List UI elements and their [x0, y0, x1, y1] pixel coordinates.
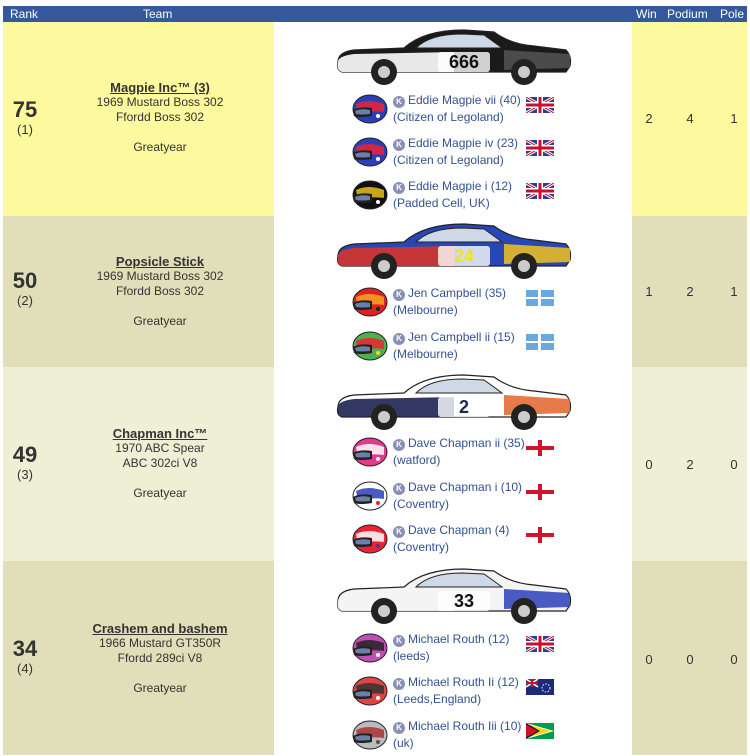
- driver-location: (Melbourne): [393, 303, 458, 317]
- driver-location: (Leeds,England): [393, 692, 482, 706]
- driver-name-link[interactable]: Dave Chapman i (10): [408, 480, 523, 494]
- helmet-icon: [350, 285, 388, 317]
- driver-location: (Melbourne): [393, 347, 458, 361]
- rank-points: 34: [12, 636, 38, 661]
- team-cell: [3, 22, 274, 216]
- svg-text:33: 33: [453, 591, 475, 611]
- table-header: [3, 6, 747, 22]
- driver-name-link[interactable]: Michael Routh Ii (12): [408, 675, 519, 689]
- drivers-cell: [274, 22, 632, 216]
- team-engine: ABC 302ci V8: [122, 456, 198, 470]
- driver-location: (Padded Cell, UK): [393, 196, 490, 210]
- rank-points: 75: [12, 97, 38, 122]
- driver-name-link[interactable]: Jen Campbell (35): [408, 286, 507, 300]
- stats-cell: [632, 561, 747, 755]
- k-badge-icon: K: [393, 96, 405, 108]
- driver-entry: [350, 327, 590, 367]
- rank-block: [7, 98, 43, 138]
- driver-entry: [350, 283, 590, 323]
- k-badge-icon: K: [393, 526, 405, 538]
- driver-entry: [350, 672, 590, 712]
- team-info: [65, 426, 255, 501]
- team-info: [65, 254, 255, 329]
- stats-cell: [632, 216, 747, 367]
- team-info: [65, 80, 255, 155]
- team-engine: Ffordd Boss 302: [115, 110, 205, 124]
- header-pole: Pole: [720, 7, 745, 21]
- flag-blue-icon: [526, 290, 554, 306]
- race-car-image: [334, 216, 574, 280]
- driver-location: (Citizen of Legoland): [393, 110, 504, 124]
- flag-uk-icon: [526, 140, 554, 156]
- driver-entry: [350, 477, 590, 517]
- k-badge-icon: K: [393, 439, 405, 451]
- header-team: Team: [143, 7, 173, 21]
- k-badge-icon: K: [393, 483, 405, 495]
- flag-guyana-icon: [526, 723, 554, 739]
- table-row: [3, 22, 747, 216]
- team-name-link[interactable]: Magpie Inc™ (3): [110, 80, 210, 95]
- driver-name-link[interactable]: Michael Routh Iii (10): [408, 719, 522, 733]
- win-count: 1: [645, 284, 653, 299]
- stats-cell: [632, 22, 747, 216]
- team-car: 1969 Mustard Boss 302: [96, 269, 224, 283]
- rank-block: [7, 637, 43, 677]
- team-tyre: Greatyear: [133, 140, 187, 154]
- helmet-icon: [350, 479, 388, 511]
- k-badge-icon: K: [393, 289, 405, 301]
- rank-position: (3): [17, 467, 33, 482]
- helmet-icon: [350, 674, 388, 706]
- driver-entry: [350, 716, 590, 756]
- team-car: 1969 Mustard Boss 302: [96, 95, 224, 109]
- team-engine: Ffordd 289ci V8: [117, 651, 203, 665]
- podium-count: 2: [686, 457, 694, 472]
- driver-name-link[interactable]: Dave Chapman ii (35): [408, 436, 525, 450]
- helmet-icon: [350, 178, 388, 210]
- rank-points: 49: [12, 442, 38, 467]
- helmet-icon: [350, 135, 388, 167]
- team-engine: Ffordd Boss 302: [115, 284, 205, 298]
- flag-uk-icon: [526, 183, 554, 199]
- win-count: 0: [645, 457, 653, 472]
- drivers-cell: [274, 561, 632, 755]
- team-cell: [3, 216, 274, 367]
- flag-uk-icon: [526, 636, 554, 652]
- rank-position: (1): [17, 122, 33, 137]
- k-badge-icon: K: [393, 678, 405, 690]
- table-row: [3, 561, 747, 755]
- team-info: [65, 621, 255, 696]
- driver-entry: [350, 433, 590, 473]
- driver-name-link[interactable]: Dave Chapman (4): [408, 523, 510, 537]
- driver-location: (uk): [393, 736, 414, 750]
- svg-text:24: 24: [453, 246, 475, 266]
- pole-count: 0: [730, 457, 738, 472]
- pole-count: 1: [730, 111, 738, 126]
- race-car-image: [334, 561, 574, 625]
- flag-blue-icon: [526, 334, 554, 350]
- driver-location: (Citizen of Legoland): [393, 153, 504, 167]
- driver-entry: [350, 629, 590, 669]
- driver-entry: [350, 176, 590, 216]
- driver-entry: [350, 133, 590, 173]
- svg-text:2: 2: [458, 397, 470, 417]
- k-badge-icon: K: [393, 182, 405, 194]
- helmet-icon: [350, 92, 388, 124]
- driver-name-link[interactable]: Jen Campbell ii (15): [408, 330, 515, 344]
- team-tyre: Greatyear: [133, 486, 187, 500]
- flag-cook-icon: [526, 679, 554, 695]
- rank-block: [7, 269, 43, 309]
- rank-points: 50: [12, 268, 38, 293]
- driver-entry: [350, 520, 590, 560]
- driver-location: (watford): [393, 453, 441, 467]
- team-car: 1966 Mustard GT350R: [98, 636, 222, 650]
- header-win: Win: [636, 7, 657, 21]
- driver-name-link[interactable]: Michael Routh (12): [408, 632, 510, 646]
- flag-eng-icon: [526, 440, 554, 456]
- table-row: [3, 216, 747, 367]
- svg-text:666: 666: [448, 52, 480, 72]
- rank-position: (2): [17, 293, 33, 308]
- team-cell: [3, 367, 274, 561]
- helmet-icon: [350, 631, 388, 663]
- k-badge-icon: K: [393, 722, 405, 734]
- pole-count: 0: [730, 652, 738, 667]
- drivers-cell: [274, 367, 632, 561]
- driver-entry: [350, 90, 590, 130]
- k-badge-icon: K: [393, 333, 405, 345]
- win-count: 2: [645, 111, 653, 126]
- helmet-icon: [350, 718, 388, 750]
- helmet-icon: [350, 329, 388, 361]
- flag-uk-icon: [526, 97, 554, 113]
- team-tyre: Greatyear: [133, 681, 187, 695]
- podium-count: 4: [686, 111, 694, 126]
- podium-count: 2: [686, 284, 694, 299]
- drivers-cell: [274, 216, 632, 367]
- team-cell: [3, 561, 274, 755]
- team-car: 1970 ABC Spear: [115, 441, 205, 455]
- team-name-link[interactable]: Crashem and bashem: [92, 621, 228, 636]
- podium-count: 0: [686, 652, 694, 667]
- driver-location: (Coventry): [393, 540, 450, 554]
- k-badge-icon: K: [393, 139, 405, 151]
- team-name-link[interactable]: Popsicle Stick: [115, 254, 205, 269]
- header-podium: Podium: [667, 7, 708, 21]
- helmet-icon: [350, 435, 388, 467]
- driver-location: (Coventry): [393, 497, 450, 511]
- table-row: [3, 367, 747, 561]
- driver-name-link[interactable]: Eddie Magpie i (12): [408, 179, 513, 193]
- flag-eng-icon: [526, 484, 554, 500]
- header-rank: Rank: [10, 7, 39, 21]
- race-car-image: [334, 22, 574, 86]
- race-car-image: [334, 367, 574, 431]
- k-badge-icon: K: [393, 635, 405, 647]
- rank-block: [7, 443, 43, 483]
- rank-position: (4): [17, 661, 33, 676]
- pole-count: 1: [730, 284, 738, 299]
- team-name-link[interactable]: Chapman Inc™: [112, 426, 208, 441]
- stats-cell: [632, 367, 747, 561]
- driver-name-link[interactable]: Eddie Magpie vii (40): [408, 93, 521, 107]
- helmet-icon: [350, 522, 388, 554]
- driver-name-link[interactable]: Eddie Magpie iv (23): [408, 136, 519, 150]
- driver-location: (leeds): [393, 649, 430, 663]
- team-tyre: Greatyear: [133, 314, 187, 328]
- flag-eng-icon: [526, 527, 554, 543]
- win-count: 0: [645, 652, 653, 667]
